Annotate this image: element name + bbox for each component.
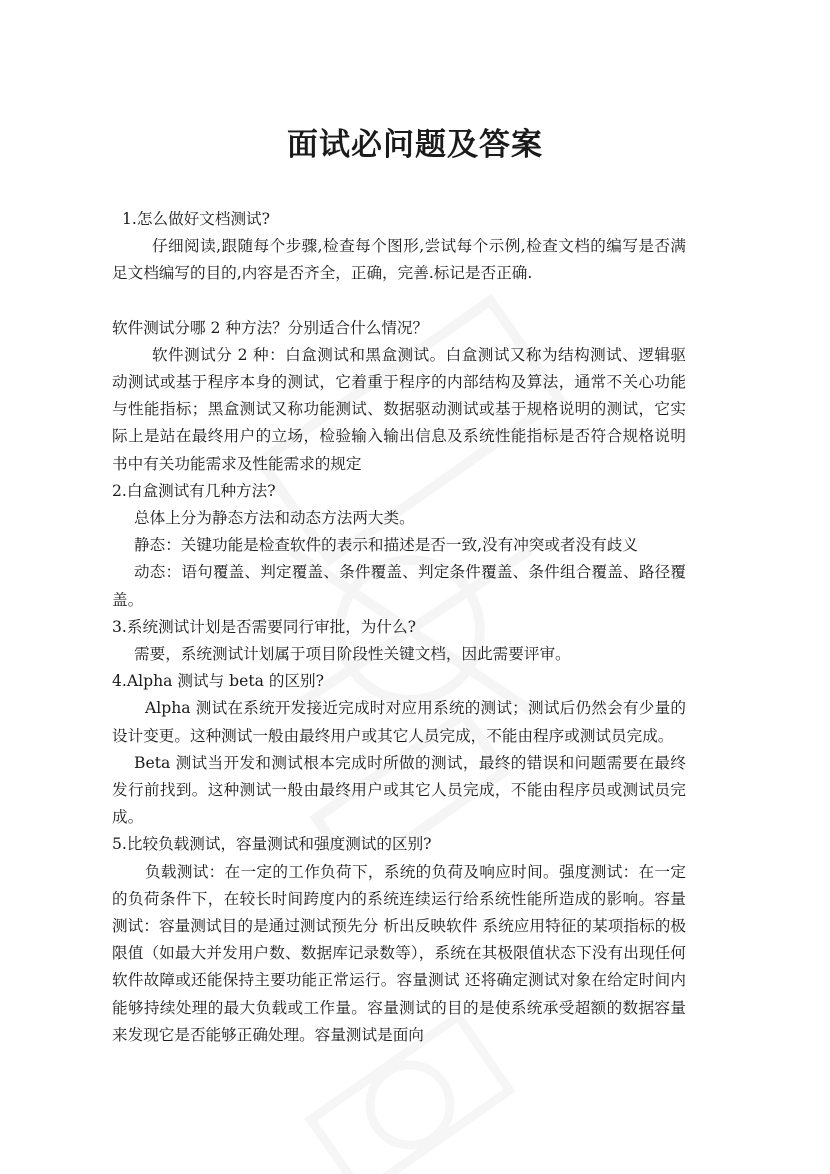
question-methods: 软件测试分哪 2 种方法？分别适合什么情况？: [112, 318, 429, 337]
paragraph-gap: [112, 288, 686, 315]
question-2: 2.白盒测试有几种方法?: [112, 481, 276, 500]
question-4: 4.Alpha 测试与 beta 的区别?: [112, 672, 325, 691]
answer-4-beta: Beta 测试当开发和测试根本完成时所做的测试，最终的错误和问题需要在最终发行前找到。这种测试一般由最终用户或其它人员完成，不能由程序员或测试员完成。: [112, 753, 686, 827]
answer-2-static: 静态：关键功能是检查软件的表示和描述是否一致,没有冲突或者没有歧义: [134, 536, 638, 555]
answer-methods: 软件测试分 2 种：白盒测试和黑盒测试。白盒测试又称为结构测试、逻辑驱动测试或基于程序本身的测试，它着重于程序的内部结构及算法，通常不关心功能与性能指标；黑盒测试又称功能测试、数据驱动测试或基于规格说明的测试，它实际上是站在最终用户的立场，检验输入输出信息及系统性能指标是否符合规格说明书中有关功能需求及性能需求的规定: [112, 345, 686, 473]
question-3: 3.系统测试计划是否需要同行审批，为什么?: [112, 617, 416, 636]
question-1: 1.怎么做好文档测试?: [122, 210, 270, 228]
answer-4-alpha: Alpha 测试在系统开发接近完成时对应用系统的测试；测试后仍然会有少量的设计变更。这种测试一般由最终用户或其它人员完成，不能由程序或测试员完成。: [112, 699, 686, 745]
question-5: 5.比较负载测试，容量测试和强度测试的区别?: [112, 835, 432, 854]
answer-2-overview: 总体上分为静态方法和动态方法两大类。: [134, 509, 415, 528]
document-body: [112, 206, 686, 1049]
answer-3: 需要，系统测试计划属于项目阶段性关键文档，因此需要评审。: [134, 645, 571, 664]
answer-1: 仔细阅读,跟随每个步骤,检查每个图形,尝试每个示例,检查文档的编写是否满足文档编写的目的,内容是否齐全，正确，完善.标记是否正确.: [112, 237, 686, 283]
document-title: 面试必问题及答案: [287, 126, 543, 163]
answer-5: 负载测试：在一定的工作负荷下，系统的负荷及响应时间。强度测试：在一定的负荷条件下，在较长时间跨度内的系统连续运行给系统性能所造成的影响。容量测试：容量测试目的是通过测试预先分 析出反映软件 系统应用特征的某项指标的极限值（如最大并发用户数、数据库记录数等），系统在其极限值状态下没有出现任何软件故障或还能保持主要功能正常运行。容量测试 还将确定测试对象在给定时间内能够持续处理的最大负载或工作量。容量测试的目的是使系统承受超额的数据容量来发现它是否能够正确处理。容量测试是面向: [112, 862, 686, 1044]
answer-2-dynamic: 动态：语句覆盖、判定覆盖、条件覆盖、判定条件覆盖、条件组合覆盖、路径覆盖。: [112, 563, 686, 609]
